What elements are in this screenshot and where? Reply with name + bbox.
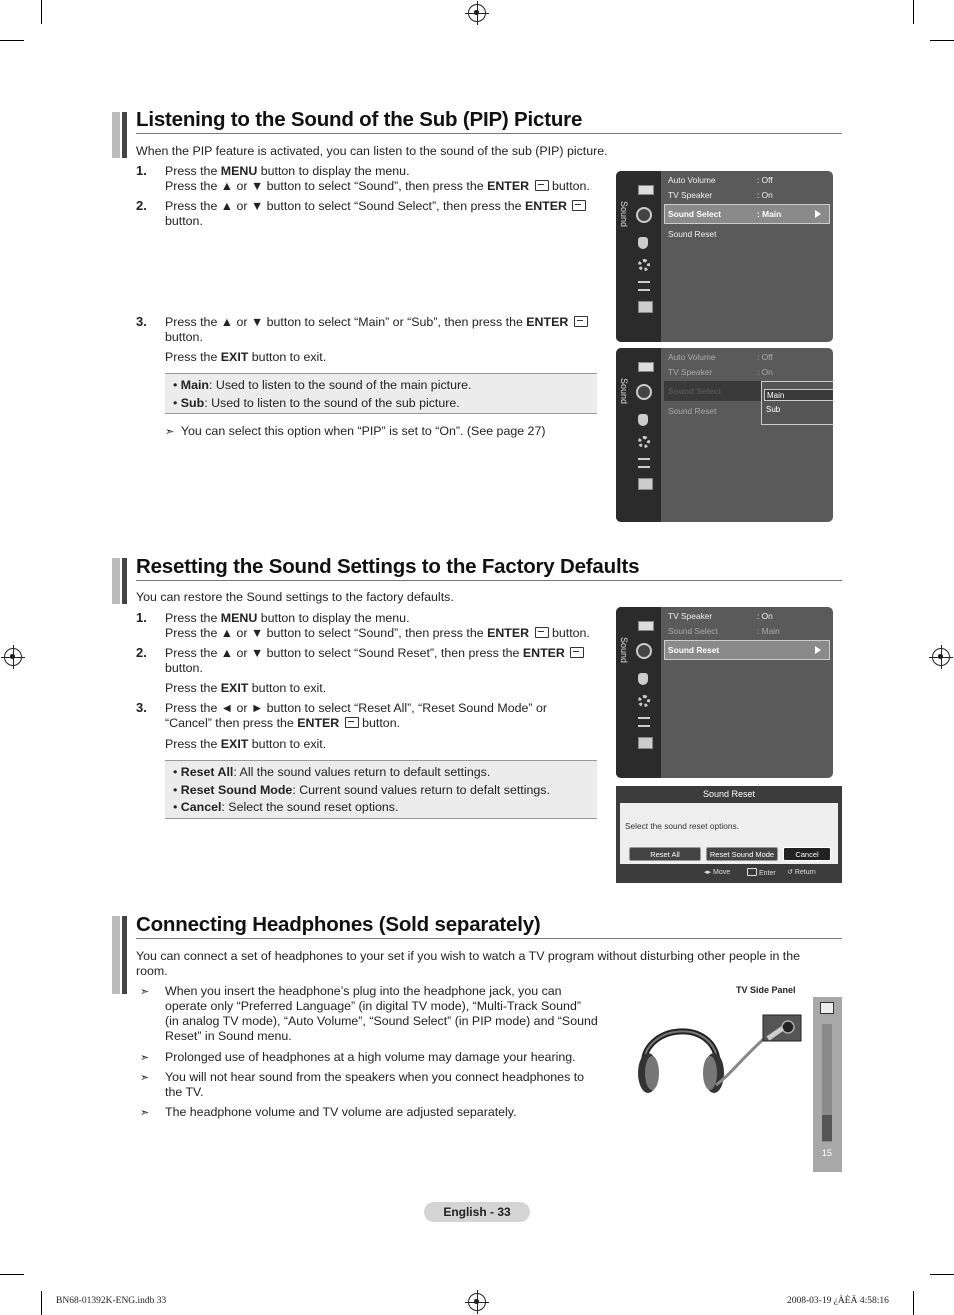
sound-icon: [636, 643, 652, 659]
input-icon: [638, 281, 650, 291]
input-icon: [638, 458, 650, 468]
figure-label: TV Side Panel: [736, 985, 796, 995]
reset-all-button[interactable]: Reset All: [629, 847, 701, 861]
menu-item-value: : Off: [757, 175, 773, 185]
reset-info-box: [165, 760, 597, 819]
menu-item-label[interactable]: Sound Reset: [668, 229, 717, 239]
tv-menu-sound-select-popup: [616, 348, 833, 522]
pip-note: ➣ You can select this option when “PIP” is set to “On”. (See page 27): [165, 424, 546, 438]
note-arrow-icon: ➣: [140, 986, 150, 998]
sound-reset-dialog: [616, 786, 842, 883]
menu-sidebar: [616, 348, 661, 522]
popup-option-main[interactable]: Main: [764, 389, 833, 401]
reset-step2-line1: Press the ▲ or ▼ button to select “Sound Reset”, then press the ENTER: [165, 646, 584, 661]
setup-icon: [638, 695, 650, 707]
dialog-footer-return: ↺ Return: [787, 869, 816, 876]
crop-mark: [41, 1291, 42, 1315]
menu-item-label[interactable]: Sound Select: [668, 626, 718, 636]
step-number: 1.: [136, 163, 147, 178]
reset-sound-mode-button[interactable]: Reset Sound Mode: [706, 847, 778, 861]
enter-icon: [572, 200, 586, 211]
picture-icon: [638, 185, 654, 195]
tv-side-panel: [813, 997, 842, 1172]
imprint-file: BN68-01392K-ENG.indb 33: [56, 1296, 167, 1306]
popup-option-sub[interactable]: Sub: [766, 405, 781, 414]
registration-mark-icon: [468, 1293, 486, 1311]
menu-item-label[interactable]: Auto Volume: [668, 352, 716, 362]
section-bar: [112, 112, 120, 158]
pip-info-box: [165, 373, 597, 414]
section-rule: [136, 938, 842, 939]
pip-step3-line2: button.: [165, 330, 203, 344]
sound-select-popup: [761, 381, 833, 425]
menu-item-label[interactable]: TV Speaker: [668, 611, 713, 621]
headphones-note-2: Prolonged use of headphones at a high volume may damage your hearing.: [165, 1050, 576, 1064]
crop-mark: [913, 0, 914, 24]
headphones-intro: room.: [136, 964, 168, 978]
step-number: 2.: [136, 198, 147, 213]
section-rule: [136, 133, 842, 134]
menu-side-label: Sound: [619, 378, 629, 405]
reset-step3-line2: “Cancel” then press the ENTER button.: [165, 716, 401, 730]
picture-icon: [638, 362, 654, 372]
cancel-button[interactable]: Cancel: [783, 847, 831, 861]
crop-mark: [0, 1274, 24, 1275]
headphone-jack-icon: [820, 1002, 834, 1014]
menu-item-value: : On: [757, 611, 773, 621]
input-icon: [638, 717, 650, 727]
headphones-note-1: When you insert the headphone’s plug into the headphone jack, you can operate only “Preferred Language” (in digital TV mode), “Multi-Track Sound” (in analog TV mode), “Auto Volume”, “Sound Select” (in PIP mode) and “Sound Reset” in Sound menu.: [165, 984, 598, 1043]
headphones-intro: You can connect a set of headphones to your set if you wish to watch a TV program without disturbing other people in the: [136, 949, 800, 963]
registration-mark-icon: [4, 648, 22, 666]
registration-mark-icon: [932, 648, 950, 666]
reset-intro: You can restore the Sound settings to the factory defaults.: [136, 590, 454, 604]
section-bar: [112, 558, 120, 604]
info-item: • Main: Used to listen to the sound of the main picture.: [173, 378, 472, 392]
note-arrow-icon: ➣: [140, 1072, 150, 1084]
volume-value: 15: [822, 1148, 833, 1158]
volume-bar-fill: [822, 1115, 832, 1141]
step-number: 3.: [136, 314, 147, 329]
menu-item-label[interactable]: Sound Reset: [668, 645, 720, 655]
info-item: • Sub: Used to listen to the sound of the sub picture.: [173, 395, 460, 410]
section-title-reset: Resetting the Sound Settings to the Factory Defaults: [136, 555, 640, 578]
section-title-headphones: Connecting Headphones (Sold separately): [136, 913, 541, 936]
menu-item-label[interactable]: Sound Reset: [668, 406, 717, 416]
arrow-right-icon: [815, 646, 821, 654]
dialog-message: Select the sound reset options.: [625, 821, 739, 831]
application-icon: [638, 478, 653, 490]
headphones-note-3: You will not hear sound from the speakers when you connect headphones to the TV.: [165, 1070, 585, 1099]
application-icon: [638, 301, 653, 313]
enter-icon: [574, 316, 588, 327]
enter-icon: [747, 868, 757, 876]
pip-step2-line2: button.: [165, 214, 203, 228]
headphones-note-4: The headphone volume and TV volume are adjusted separately.: [165, 1105, 517, 1119]
menu-sidebar: [616, 607, 661, 778]
pip-step3-exit: Press the EXIT button to exit.: [165, 350, 327, 364]
pip-step2-line1: Press the ▲ or ▼ button to select “Sound Select”, then press the ENTER: [165, 199, 586, 214]
enter-icon: [345, 717, 359, 728]
imprint-timestamp: 2008-03-19 ¿ÀÈÄ 4:58:16: [787, 1296, 889, 1306]
section-bar: [112, 916, 120, 994]
channel-icon: [638, 414, 648, 426]
menu-item-label[interactable]: TV Speaker: [668, 190, 713, 200]
menu-side-label: Sound: [619, 637, 629, 664]
pip-intro: When the PIP feature is activated, you can listen to the sound of the sub (PIP) picture.: [136, 144, 608, 158]
headphones-illustration: [630, 1005, 805, 1105]
menu-item-label[interactable]: TV Speaker: [668, 367, 713, 377]
note-arrow-icon: ➣: [165, 426, 175, 438]
crop-mark: [930, 40, 954, 41]
arrow-right-icon: [815, 210, 821, 218]
menu-item-value: : Off: [757, 352, 773, 362]
menu-item-label[interactable]: Auto Volume: [668, 175, 716, 185]
tv-menu-sound-select: [616, 171, 833, 342]
section-bar: [122, 558, 127, 604]
section-bar: [122, 916, 127, 994]
application-icon: [638, 737, 653, 749]
tv-menu-sound-reset: [616, 607, 833, 778]
info-item: • Reset All: All the sound values return to default settings.: [173, 765, 491, 779]
enter-icon: [570, 647, 584, 658]
menu-item-label[interactable]: Sound Select: [668, 209, 722, 219]
dialog-body: [620, 803, 838, 864]
dialog-footer-enter: Enter: [745, 868, 776, 877]
setup-icon: [638, 259, 650, 271]
enter-icon: [535, 627, 549, 638]
crop-mark: [930, 1274, 954, 1275]
sound-icon: [636, 384, 652, 400]
pip-step3-line1: Press the ▲ or ▼ button to select “Main” or “Sub”, then press the ENTER: [165, 315, 588, 330]
reset-step2-exit: Press the EXIT button to exit.: [165, 681, 327, 695]
menu-item-value: : Main: [757, 209, 782, 219]
info-item: • Reset Sound Mode: Current sound values return to defalt settings.: [173, 782, 550, 797]
setup-icon: [638, 436, 650, 448]
dialog-title: Sound Reset: [702, 789, 756, 799]
reset-step1-line1: Press the MENU button to display the menu.: [165, 611, 410, 625]
step-number: 1.: [136, 610, 147, 625]
enter-icon: [535, 180, 549, 191]
crop-mark: [913, 1291, 914, 1315]
section-rule: [136, 580, 842, 581]
picture-icon: [638, 621, 654, 631]
menu-side-label: Sound: [619, 201, 629, 228]
note-arrow-icon: ➣: [140, 1107, 150, 1119]
menu-item-value: : Main: [757, 626, 780, 636]
sound-icon: [636, 207, 652, 223]
step-number: 2.: [136, 645, 147, 660]
pip-step1-line2: Press the ▲ or ▼ button to select “Sound”, then press the ENTER button.: [165, 179, 590, 193]
page-number-label: English - 33: [424, 1202, 530, 1222]
section-bar: [122, 112, 127, 158]
channel-icon: [638, 673, 648, 685]
pip-step1-line1: Press the MENU button to display the menu.: [165, 164, 410, 178]
reset-step1-line2: Press the ▲ or ▼ button to select “Sound”, then press the ENTER button.: [165, 626, 590, 640]
channel-icon: [638, 237, 648, 249]
crop-mark: [41, 0, 42, 24]
dialog-footer-move: ◂▸ Move: [704, 869, 731, 876]
reset-step3-line1: Press the ◄ or ► button to select “Reset All”, “Reset Sound Mode” or: [165, 701, 547, 715]
step-number: 3.: [136, 700, 147, 715]
menu-item-value: : On: [757, 367, 773, 377]
crop-mark: [0, 40, 24, 41]
note-arrow-icon: ➣: [140, 1052, 150, 1064]
reset-step2-line2: button.: [165, 661, 203, 675]
reset-step3-exit: Press the EXIT button to exit.: [165, 737, 327, 751]
menu-item-label[interactable]: Sound Select: [668, 386, 722, 396]
menu-sidebar: [616, 171, 661, 342]
info-item: • Cancel: Select the sound reset options.: [173, 800, 399, 814]
registration-mark-icon: [468, 4, 486, 22]
section-title-pip: Listening to the Sound of the Sub (PIP) Picture: [136, 108, 583, 131]
menu-item-value: : On: [757, 190, 773, 200]
